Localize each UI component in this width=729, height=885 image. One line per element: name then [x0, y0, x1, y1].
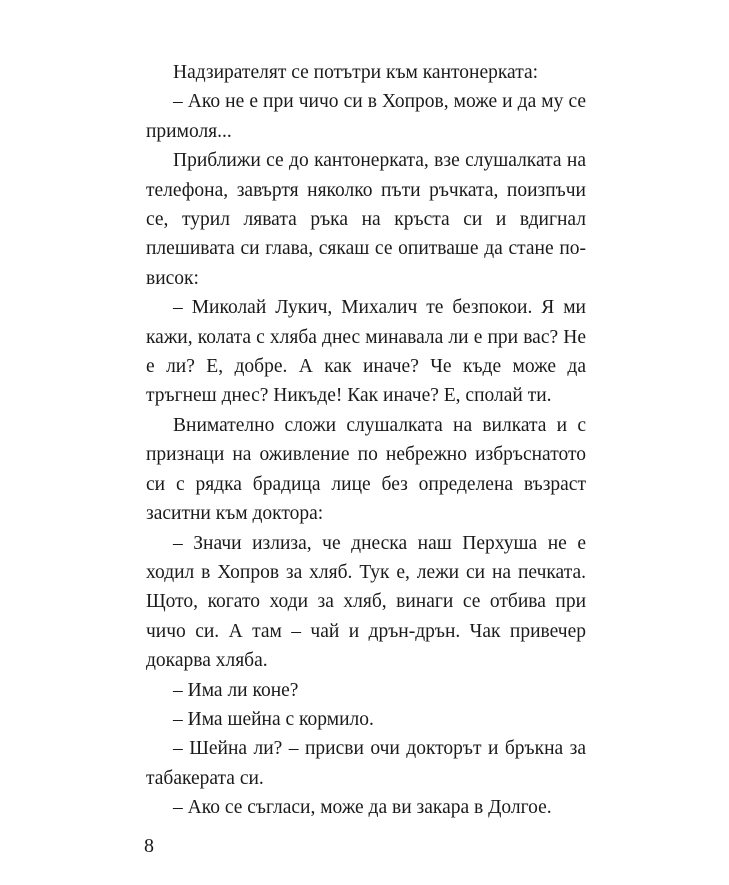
paragraph: – Ако се съгласи, може да ви закара в Долгое. — [173, 797, 552, 819]
paragraph: – Има ли коне? — [173, 679, 299, 701]
page-number: 8 — [144, 835, 154, 857]
paragraph: – Ако не е при чичо си в Хопров, може и да му се примоля... — [146, 91, 586, 142]
paragraph: Приближи се до кантонерката, взе слушалката на телефона, завъртя няколко пъти ръчката, поизпъчи се, турил лявата ръка на кръста си и вдигнал плешивата си глава, сякаш се опитваше да стане по-висок: — [146, 150, 586, 289]
paragraph: – Шейна ли? – присви очи докторът и бръкна за табакерата си. — [146, 738, 586, 789]
paragraph: – Има шейна с кормило. — [173, 708, 374, 730]
body-text — [146, 58, 586, 823]
paragraph: Внимателно сложи слушалката на вилката и с признаци на оживление по небрежно избръснатото си с рядка брадица лице без определена възраст заситни към доктора: — [146, 414, 586, 525]
paragraph: – Значи излиза, че днеска наш Перхуша не е ходил в Хопров за хляб. Тук е, лежи си на печката. Щото, когато ходи за хляб, винаги се отбива при чичо си. А там – чай и дрън-дрън. Чак привечер докарва хляба. — [146, 532, 586, 672]
paragraph: Надзирателят се потътри към кантонерката: — [173, 62, 539, 83]
paragraph: – Миколай Лукич, Михалич те безпокои. Я ми кажи, колата с хляба днес минавала ли е при вас? Не е ли? Е, добре. А как иначе? Че къде може да тръгнеш днес? Никъде! Как иначе? Е, сполай ти. — [146, 297, 586, 407]
